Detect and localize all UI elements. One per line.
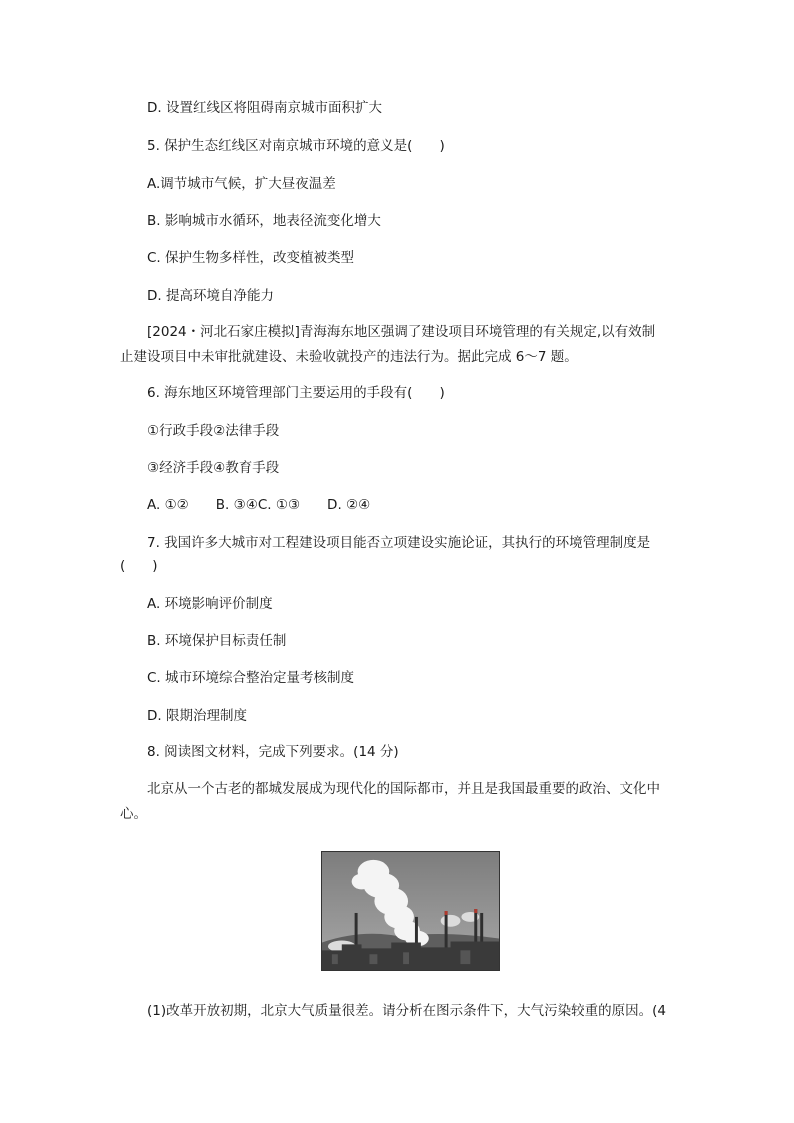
q6-items-2: ③经济手段④教育手段 xyxy=(147,460,280,476)
q5-option-d: D. 提高环境自净能力 xyxy=(147,288,274,304)
material-line-1: [2024・河北石家庄模拟]青海海东地区强调了建设项目环境管理的有关规定,以有效制 xyxy=(147,324,656,340)
material-line-2: 止建设项目中未审批就建设、未验收就投产的违法行为。据此完成 6～7 题。 xyxy=(120,349,578,365)
q5-option-b: B. 影响城市水循环，地表径流变化增大 xyxy=(147,213,381,229)
q7-option-d: D. 限期治理制度 xyxy=(147,708,247,724)
q5-option-c: C. 保护生物多样性，改变植被类型 xyxy=(147,250,355,266)
q7-stem-line-1: 7. 我国许多大城市对工程建设项目能否立项建设实施论证，其执行的环境管理制度是 xyxy=(147,535,651,551)
q7-option-b: B. 环境保护目标责任制 xyxy=(147,633,287,649)
q8-material-line-2: 心。 xyxy=(120,806,147,822)
q5-stem: 5. 保护生态红线区对南京城市环境的意义是( ) xyxy=(147,138,445,154)
q7-stem-line-2: ( ) xyxy=(120,558,158,574)
factory-chimneys-illustration xyxy=(322,852,499,970)
q6-items-1: ①行政手段②法律手段 xyxy=(147,423,280,439)
q5-option-a: A.调节城市气候，扩大昼夜温差 xyxy=(147,176,336,192)
q4-option-d: D. 设置红线区将阻碍南京城市面积扩大 xyxy=(147,100,382,116)
q8-sub-question-1: (1)改革开放初期，北京大气质量很差。请分析在图示条件下，大气污染较重的原因。(4 xyxy=(147,1003,666,1019)
q7-option-c: C. 城市环境综合整治定量考核制度 xyxy=(147,670,355,686)
q6-options: A. ①② B. ③④C. ①③ D. ②④ xyxy=(147,497,371,513)
industrial-smoke-photo xyxy=(321,851,500,971)
q7-option-a: A. 环境影响评价制度 xyxy=(147,596,273,612)
q8-stem: 8. 阅读图文材料，完成下列要求。(14 分) xyxy=(147,744,399,760)
q6-stem: 6. 海东地区环境管理部门主要运用的手段有( ) xyxy=(147,385,445,401)
q8-material-line-1: 北京从一个古老的都城发展成为现代化的国际都市，并且是我国最重要的政治、文化中 xyxy=(147,781,660,797)
